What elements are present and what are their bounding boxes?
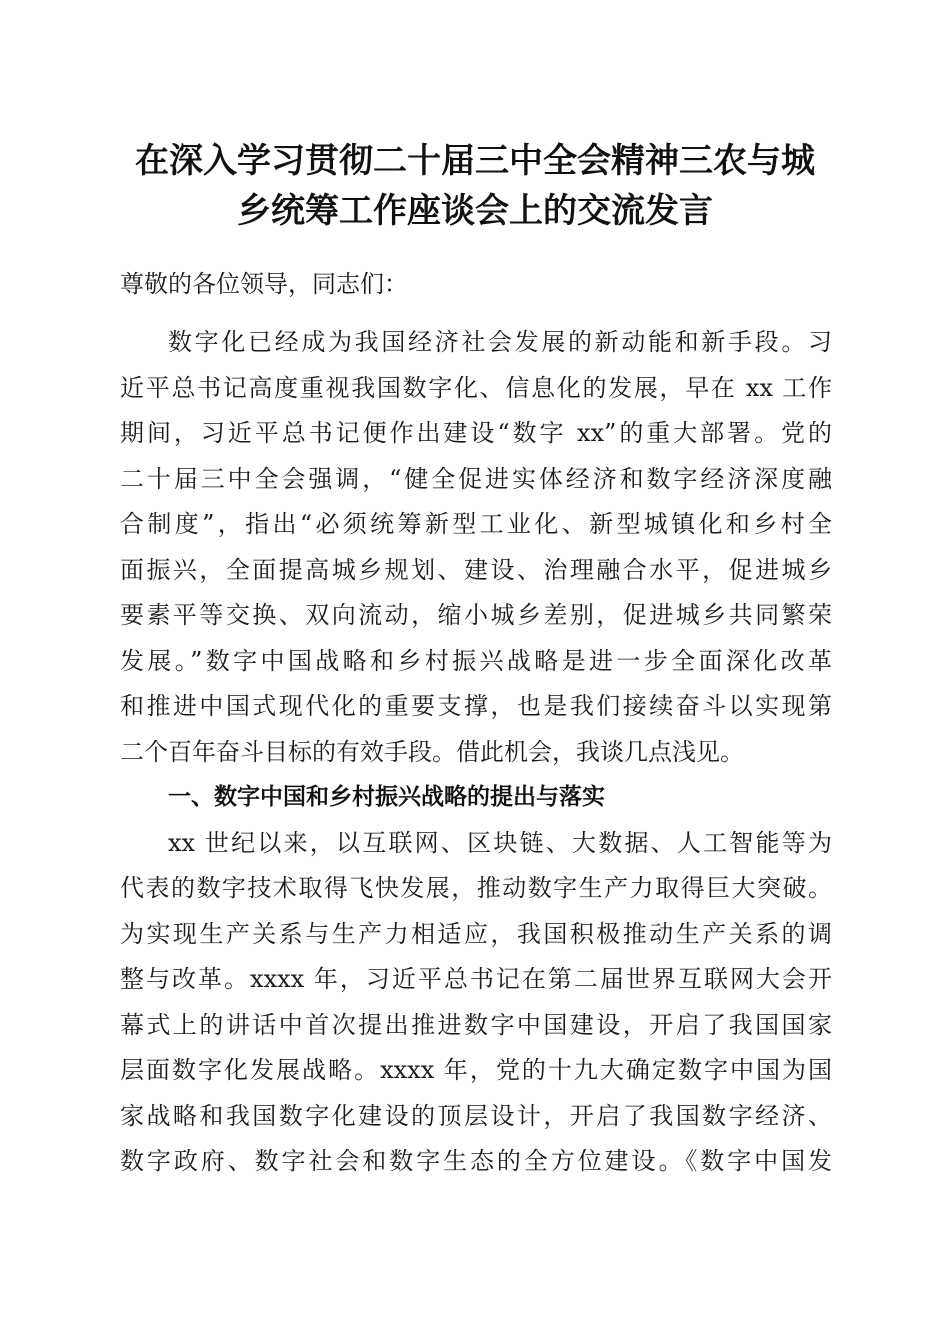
paragraph-2-line: 整与改革。xxxx 年，习近平总书记在第二届世界互联网大会开 [120, 965, 832, 993]
document-title-line-1: 在深入学习贯彻二十届三中全会精神三农与城 [135, 141, 815, 181]
paragraph-2-line: 幕式上的讲话中首次提出推进数字中国建设，开启了我国国家 [120, 1011, 832, 1039]
paragraph-2-line: 家战略和我国数字化建设的顶层设计，开启了我国数字经济、 [120, 1102, 832, 1130]
paragraph-2-line: 为实现生产关系与生产力相适应，我国积极推动生产关系的调 [120, 920, 832, 948]
paragraph-1-line: 面振兴，全面提高城乡规划、建设、治理融合水平，促进城乡 [120, 556, 832, 584]
paragraph-2-line: 代表的数字技术取得飞快发展，推动数字生产力取得巨大突破。 [120, 874, 832, 902]
paragraph-1-line: 和推进中国式现代化的重要支撑，也是我们接续奋斗以实现第 [120, 692, 832, 720]
paragraph-1-line: 近平总书记高度重视我国数字化、信息化的发展，早在 xx 工作 [120, 374, 832, 402]
salutation: 尊敬的各位领导，同志们： [120, 270, 408, 298]
section-1-heading: 一、数字中国和乡村振兴战略的提出与落实 [168, 784, 605, 810]
paragraph-1-line: 数字化已经成为我国经济社会发展的新动能和新手段。习 [168, 328, 832, 356]
paragraph-1-line: 合制度”，指出“必须统筹新型工业化、新型城镇化和乡村全 [120, 510, 832, 538]
paragraph-1-line: 发展。”数字中国战略和乡村振兴战略是进一步全面深化改革 [120, 647, 832, 675]
paragraph-1-line: 要素平等交换、双向流动，缩小城乡差别，促进城乡共同繁荣 [120, 601, 832, 629]
paragraph-1-line: 期间，习近平总书记便作出建设“数字 xx”的重大部署。党的 [120, 419, 832, 447]
document-title-line-2: 乡统筹工作座谈会上的交流发言 [237, 191, 713, 231]
paragraph-2-line: 数字政府、数字社会和数字生态的全方位建设。《数字中国发 [120, 1147, 832, 1175]
paragraph-2-line: xx 世纪以来，以互联网、区块链、大数据、人工智能等为 [168, 829, 832, 857]
paragraph-1-line: 二十届三中全会强调，“健全促进实体经济和数字经济深度融 [120, 465, 832, 493]
paragraph-2-line: 层面数字化发展战略。xxxx 年，党的十九大确定数字中国为国 [120, 1056, 832, 1084]
paragraph-1-line: 二个百年奋斗目标的有效手段。借此机会，我谈几点浅见。 [120, 738, 744, 766]
